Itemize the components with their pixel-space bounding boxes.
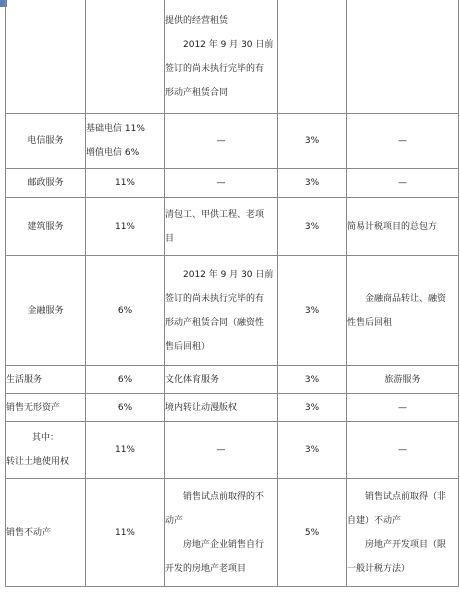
rate-cell: 11% — [86, 198, 165, 256]
cell-line: 房地产企业销售自行 — [183, 539, 265, 550]
simple-scope-cell — [347, 479, 459, 587]
industry-cell: 金融服务 — [6, 256, 86, 366]
simple-scope-cell: 简易计税项目的总包方 — [347, 198, 459, 256]
simple-scope-cell: 旅游服务 — [347, 366, 459, 394]
industry-cell: 电信服务 — [6, 114, 86, 169]
rate-cell: 6% — [86, 256, 165, 366]
cell-line: 自建）不动产 — [347, 515, 402, 526]
table-row — [6, 422, 459, 479]
simple-rate-cell: 3% — [278, 422, 347, 479]
rate-cell: 6% — [86, 366, 165, 394]
measure-cell: 境内转让动漫版权 — [165, 394, 278, 422]
simple-scope-cell — [347, 256, 459, 366]
simple-scope-cell: — — [347, 394, 459, 422]
measure-cell: — — [165, 422, 278, 479]
table-row — [6, 198, 459, 256]
industry-cell: 邮政服务 — [6, 169, 86, 198]
measure-cell — [165, 0, 278, 114]
table-row — [6, 0, 459, 114]
cell-line: 签订的尚未执行完毕的有 — [165, 293, 265, 304]
simple-rate-cell: 3% — [278, 394, 347, 422]
simple-rate-cell: 3% — [278, 256, 347, 366]
cell-line: 提供的经营租赁 — [165, 15, 229, 26]
cell-line: 房地产开发项目（限 — [365, 539, 447, 550]
cell-line: 转让土地使用权 — [6, 457, 70, 467]
measure-cell: — — [165, 114, 278, 169]
rate-cell: 11% — [86, 422, 165, 479]
table-row — [6, 114, 459, 169]
cell-line: 形动产租赁合同 — [165, 87, 229, 98]
simple-rate-cell: 5% — [278, 479, 347, 587]
cell-line: 一般计税方法） — [347, 563, 411, 574]
industry-cell — [6, 0, 86, 114]
cell-line: 其中： — [31, 433, 59, 443]
simple-rate-cell: 3% — [278, 114, 347, 169]
industry-cell: 销售无形资产 — [6, 394, 86, 422]
cell-line: 形动产租赁合同（融资性 — [165, 317, 265, 328]
simple-rate-cell: 3% — [278, 366, 347, 394]
measure-cell: — — [165, 169, 278, 198]
simple-scope-cell: — — [347, 169, 459, 198]
cell-line: 签订的尚未执行完毕的有 — [165, 63, 265, 74]
cell-line: 开发的房地产老项目 — [165, 563, 247, 574]
rate-cell: 11% — [86, 169, 165, 198]
cell-line: 清包工、甲供工程、老项 — [165, 209, 265, 220]
cell-line: 2012 年 9 月 30 日前 — [183, 269, 274, 280]
table-row — [6, 256, 459, 366]
cell-line: 售后回租） — [165, 341, 211, 352]
table-row — [6, 169, 459, 198]
cell-line: 基础电信 11% — [86, 124, 145, 134]
rate-cell: 6% — [86, 394, 165, 422]
cell-line: 金融商品转让、融资 — [365, 293, 447, 304]
simple-scope-cell: — — [347, 114, 459, 169]
table-row — [6, 479, 459, 587]
vat-rate-table — [5, 0, 459, 587]
simple-rate-cell: 3% — [278, 198, 347, 256]
cell-line: 动产 — [165, 515, 184, 526]
rate-cell — [86, 0, 165, 114]
industry-cell: 建筑服务 — [6, 198, 86, 256]
measure-cell — [165, 479, 278, 587]
cell-line: 销售试点前取得的不 — [183, 491, 265, 502]
measure-cell: 文化体育服务 — [165, 366, 278, 394]
cell-line: 增值电信 6% — [86, 148, 140, 158]
simple-rate-cell: 3% — [278, 169, 347, 198]
cell-line: 性售后回租 — [347, 317, 393, 328]
industry-cell — [6, 422, 86, 479]
rate-cell — [86, 114, 165, 169]
industry-cell: 生活服务 — [6, 366, 86, 394]
measure-cell — [165, 256, 278, 366]
simple-rate-cell — [278, 0, 347, 114]
table-row — [6, 394, 459, 422]
measure-cell — [165, 198, 278, 256]
industry-cell: 销售不动产 — [6, 479, 86, 587]
cell-line: 2012 年 9 月 30 日前 — [183, 39, 274, 50]
cell-line: 目 — [165, 233, 175, 244]
cell-line: 销售试点前取得（非 — [365, 491, 447, 502]
table-row — [6, 366, 459, 394]
simple-scope-cell: — — [347, 422, 459, 479]
rate-cell: 11% — [86, 479, 165, 587]
simple-scope-cell — [347, 0, 459, 114]
